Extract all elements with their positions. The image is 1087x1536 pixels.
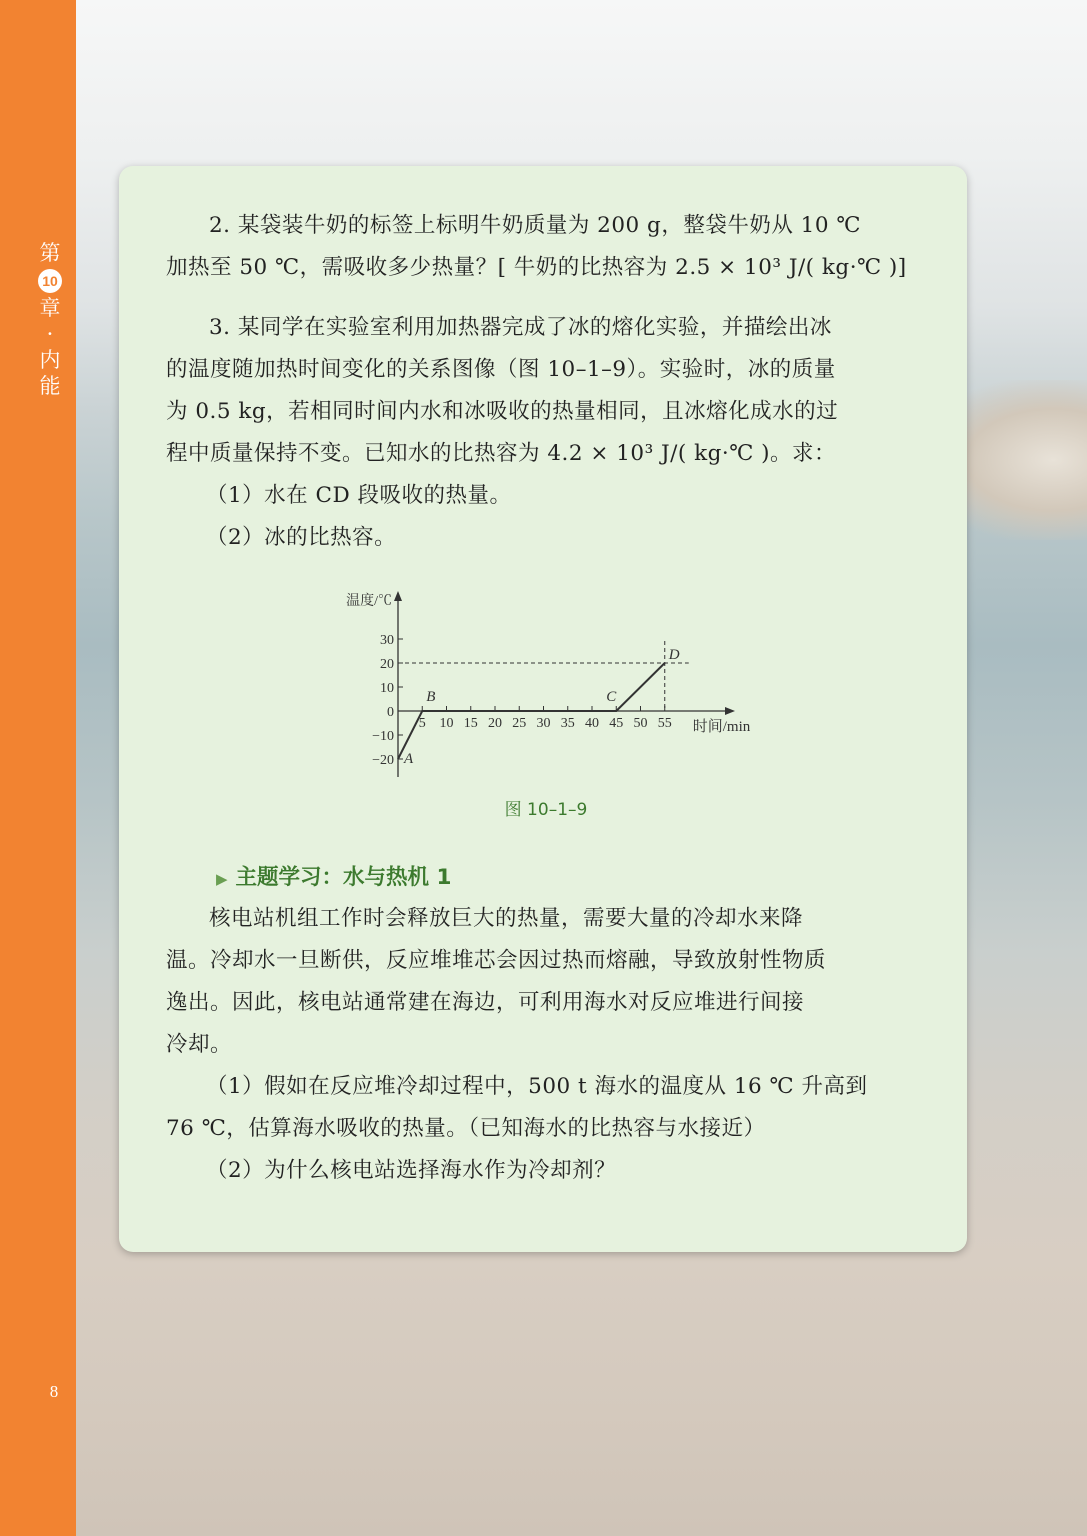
x-tick-label: 5	[418, 716, 426, 731]
chapter-suffix: 章	[39, 296, 61, 320]
problem-3-line-4: 程中质量保持不变。已知水的比热容为 4.2 × 10³ J/( kg·℃ )。求：	[166, 441, 837, 466]
y-tick-label: 10	[380, 681, 394, 696]
x-tick-label: 20	[488, 716, 502, 731]
problem-3-sub-1: （1）水在 CD 段吸收的热量。	[206, 483, 512, 508]
problem-3-line-2: 的温度随加热时间变化的关系图像（图 10–1–9）。实验时，冰的质量	[166, 357, 836, 382]
topic-heading	[216, 857, 452, 900]
point-label-C: C	[606, 689, 617, 705]
topic-question-2: （2）为什么核电站选择海水作为冷却剂？	[206, 1158, 617, 1183]
y-tick-label: 20	[380, 657, 394, 672]
point-label-D: D	[668, 647, 680, 663]
topic-title: 主题学习：水与热机 1	[235, 865, 452, 890]
chapter-separator: ·	[46, 322, 54, 346]
y-axis-arrow	[394, 591, 402, 601]
x-axis-label: 时间/min	[692, 719, 751, 735]
x-tick-label: 25	[512, 716, 527, 731]
problem-3-line-1: 3. 某同学在实验室利用加热器完成了冰的熔化实验，并描绘出冰	[209, 315, 832, 340]
x-tick-label: 55	[657, 716, 672, 731]
chapter-prefix: 第	[39, 241, 61, 265]
y-axis-label: 温度/℃	[346, 594, 392, 609]
page-number: 8	[49, 1382, 59, 1401]
chapter-title-char-1: 内	[39, 348, 61, 372]
x-tick-label: 10	[439, 716, 454, 731]
x-tick-label: 30	[536, 716, 551, 731]
problem-2-line-1: 2. 某袋装牛奶的标签上标明牛奶质量为 200 g，整袋牛奶从 10 ℃	[209, 213, 861, 238]
chapter-title-char-2: 能	[39, 374, 61, 398]
chapter-sidebar	[0, 0, 76, 1536]
x-tick-label: 15	[463, 716, 478, 731]
topic-para-line-4: 冷却。	[166, 1032, 233, 1057]
topic-para-line-3: 逸出。因此，核电站通常建在海边，可利用海水对反应堆进行间接	[166, 990, 805, 1015]
topic-question-1-line-1: （1）假如在反应堆冷却过程中，500 t 海水的温度从 16 ℃ 升高到	[206, 1074, 868, 1099]
topic-para-line-1: 核电站机组工作时会释放巨大的热量，需要大量的冷却水来降	[209, 906, 804, 931]
point-label-B: B	[426, 689, 436, 705]
topic-para-line-2: 温。冷却水一旦断供，反应堆堆芯会因过热而熔融，导致放射性物质	[166, 948, 827, 973]
y-tick-label: −10	[372, 729, 394, 744]
x-axis-arrow	[725, 707, 735, 715]
chapter-number-badge: 10	[38, 269, 62, 293]
point-label-A: A	[404, 751, 414, 767]
x-tick-label: 35	[560, 716, 575, 731]
y-tick-label: −20	[372, 753, 394, 768]
x-tick-label: 40	[585, 716, 599, 731]
problem-2	[166, 205, 924, 289]
problem-3	[166, 307, 924, 559]
triangle-bullet-icon: ▶	[216, 870, 228, 888]
y-tick-label: 30	[380, 633, 394, 648]
y-tick-label: 0	[387, 705, 394, 720]
figure-caption: 图 10–1–9	[504, 800, 588, 820]
topic-body	[166, 898, 924, 1192]
x-tick-label: 45	[609, 716, 624, 731]
chapter-label	[38, 240, 62, 399]
temperature-time-chart	[326, 585, 766, 780]
x-tick-label: 50	[633, 716, 648, 731]
problem-3-line-3: 为 0.5 kg，若相同时间内水和冰吸收的热量相同，且冰熔化成水的过	[166, 399, 839, 424]
problem-3-sub-2: （2）冰的比热容。	[206, 525, 397, 550]
problem-2-line-2: 加热至 50 ℃，需吸收多少热量？[ 牛奶的比热容为 2.5 × 10³ J/( kg·℃ )]	[166, 255, 907, 280]
topic-question-1-line-2: 76 ℃，估算海水吸收的热量。（已知海水的比热容与水接近）	[166, 1116, 766, 1141]
